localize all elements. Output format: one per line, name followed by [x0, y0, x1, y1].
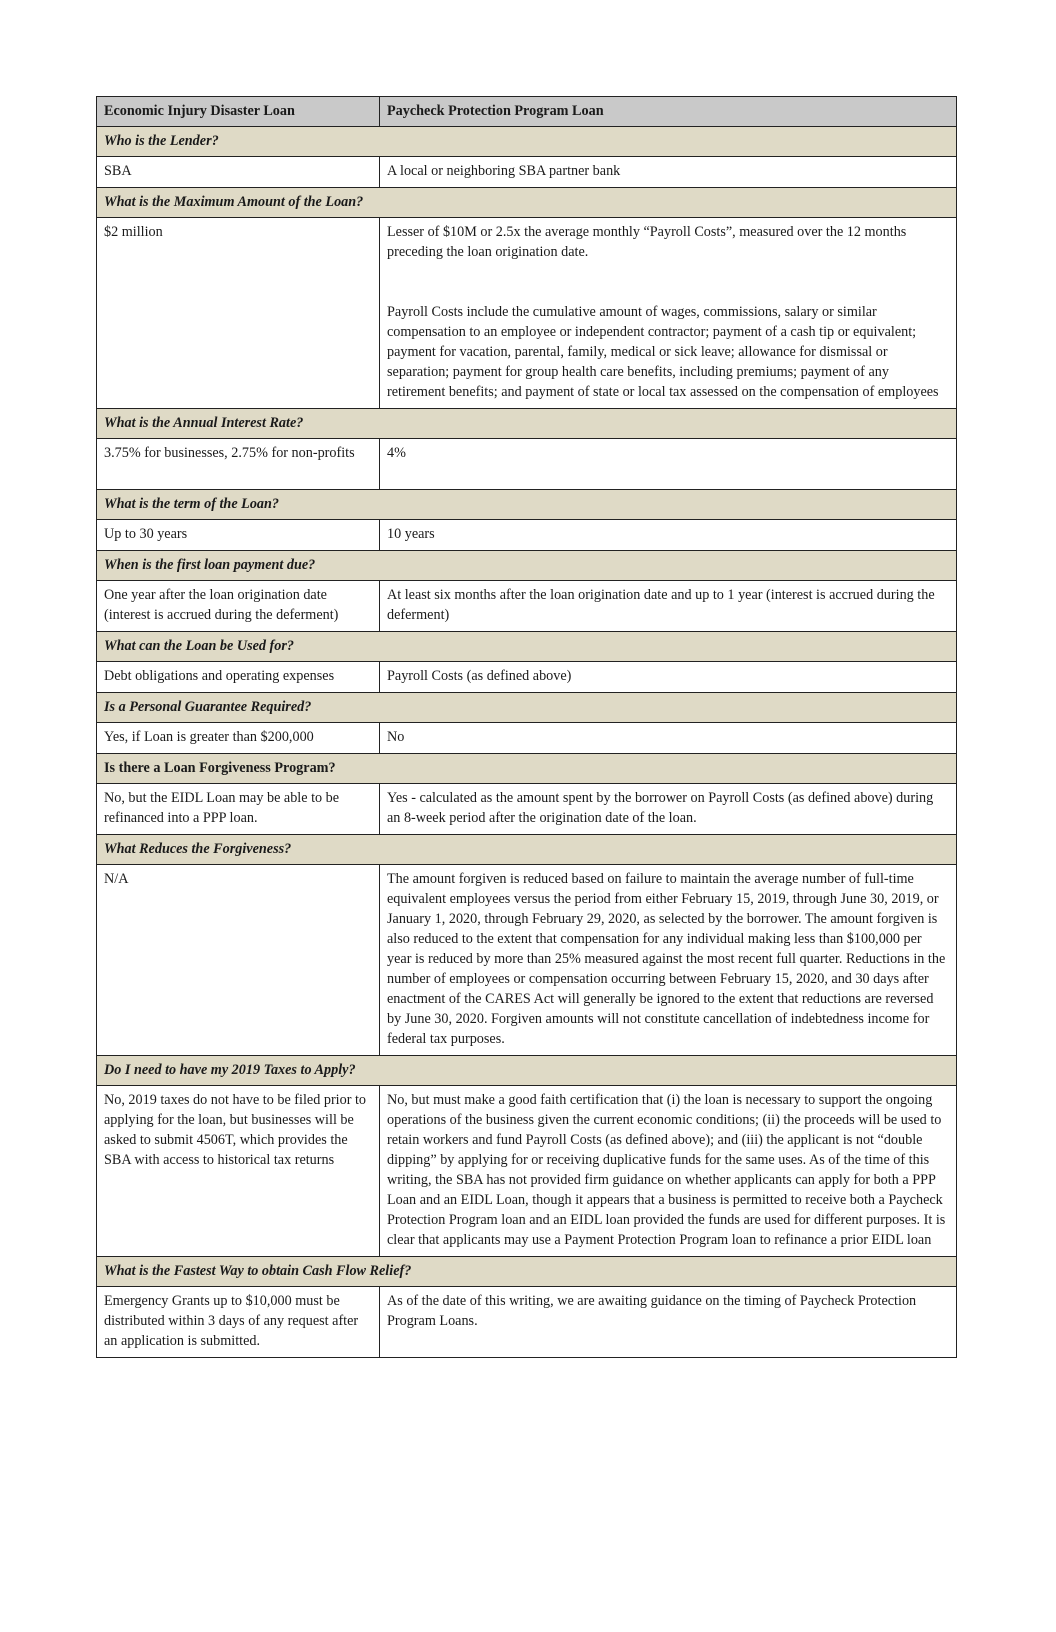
question-use-of-loan: What can the Loan be Used for?: [97, 632, 957, 662]
answer-text: No, but the EIDL Loan may be able to be refinanced into a PPP loan.: [104, 790, 340, 826]
loan-comparison-table: [96, 96, 957, 1358]
question-interest-rate: What is the Annual Interest Rate?: [97, 409, 957, 439]
ppp-answer: [380, 1086, 957, 1257]
question-row: [97, 490, 957, 520]
ppp-answer: [380, 723, 957, 754]
ppp-answer: [380, 662, 957, 693]
answer-text: The amount forgiven is reduced based on failure to maintain the average number of full-time equivalent employees versus the period from either February 15, 2019, through June 30, 2019, or January 1, 2020, through February 29, 2020, as selected by the borrower. The amount forgiven is also reduced to the extent that compensation for any individual making less than $100,000 per year is reduced by more than 25% measured against the most recent full quarter. Reductions in the number of employees or compensation occurring between February 15, 2020, and 30 days after enactment of the CARES Act will generally be ignored to the extent that reductions are reversed by June 30, 2020. Forgiven amounts will not constitute cancellation of indebtedness income for federal tax purposes.: [387, 871, 946, 1047]
question-row: [97, 1257, 957, 1287]
question-personal-guarantee: Is a Personal Guarantee Required?: [97, 693, 957, 723]
ppp-answer: [380, 439, 957, 490]
answer-row: [97, 520, 957, 551]
ppp-answer: [380, 1287, 957, 1358]
answer-text: Yes - calculated as the amount spent by the borrower on Payroll Costs (as defined above) during an 8-week period after the origination date of the loan.: [387, 790, 934, 826]
answer-text: 10 years: [387, 526, 435, 542]
answer-text: No, 2019 taxes do not have to be filed prior to applying for the loan, but businesses will be asked to submit 4506T, which provides the SBA with access to historical tax returns: [104, 1092, 367, 1168]
answer-text: No: [387, 729, 405, 745]
answer-text: SBA: [104, 163, 132, 179]
eidl-answer: [97, 520, 380, 551]
answer-text: 4%: [387, 445, 406, 461]
ppp-answer: [380, 865, 957, 1056]
answer-row: [97, 662, 957, 693]
answer-row: [97, 1086, 957, 1257]
eidl-answer: [97, 218, 380, 409]
answer-text: $2 million: [104, 224, 163, 240]
answer-text: Emergency Grants up to $10,000 must be distributed within 3 days of any request after an application is submitted.: [104, 1293, 359, 1349]
question-reduces-forgiveness: What Reduces the Forgiveness?: [97, 835, 957, 865]
question-row: [97, 632, 957, 662]
eidl-answer: [97, 581, 380, 632]
question-term: What is the term of the Loan?: [97, 490, 957, 520]
eidl-answer: [97, 439, 380, 490]
question-row: [97, 188, 957, 218]
answer-text: At least six months after the loan origination date and up to 1 year (interest is accrued during the deferment): [387, 587, 935, 623]
answer-text: A local or neighboring SBA partner bank: [387, 163, 621, 179]
ppp-answer: [380, 784, 957, 835]
answer-row: [97, 439, 957, 490]
question-max-amount: What is the Maximum Amount of the Loan?: [97, 188, 957, 218]
ppp-answer: [380, 218, 957, 409]
answer-text: Yes, if Loan is greater than $200,000: [104, 729, 314, 745]
answer-row: [97, 581, 957, 632]
answer-row: [97, 784, 957, 835]
answer-row: [97, 865, 957, 1056]
question-lender: Who is the Lender?: [97, 127, 957, 157]
eidl-answer: [97, 1287, 380, 1358]
question-row: [97, 551, 957, 581]
eidl-answer: [97, 157, 380, 188]
ppp-answer: [380, 520, 957, 551]
answer-text: No, but must make a good faith certification that (i) the loan is necessary to support the ongoing operations of the business given the current economic conditions; (ii) the proceeds will be used to retain workers and fund Payroll Costs (as defined above); and (iii) the applicant is not “double dipping” by applying for or receiving duplicative funds for the same uses. As of the time of this writing, the SBA has not provided firm guidance on whether applicants can apply for both a PPP Loan and an EIDL Loan, though it appears that a business is permitted to receive both a Paycheck Protection Program loan and an EIDL loan provided the funds are used for different purposes. It is clear that applicants may use a Payment Protection Program loan to refinance a prior EIDL loan: [387, 1092, 946, 1248]
answer-text: Up to 30 years: [104, 526, 188, 542]
answer-text: Payroll Costs (as defined above): [387, 668, 572, 684]
answer-text: N/A: [104, 871, 129, 887]
question-row: [97, 409, 957, 439]
answer-text: Lesser of $10M or 2.5x the average monthly “Payroll Costs”, measured over the 12 months preceding the loan origination date.: [387, 224, 907, 260]
eidl-answer: [97, 784, 380, 835]
question-fastest-relief: What is the Fastest Way to obtain Cash Flow Relief?: [97, 1257, 957, 1287]
answer-text: Debt obligations and operating expenses: [104, 668, 335, 684]
question-first-payment: When is the first loan payment due?: [97, 551, 957, 581]
answer-row: [97, 157, 957, 188]
question-row: [97, 693, 957, 723]
answer-text: As of the date of this writing, we are awaiting guidance on the timing of Paycheck Protection Program Loans.: [387, 1293, 917, 1329]
eidl-answer: [97, 723, 380, 754]
answer-row: [97, 1287, 957, 1358]
question-row: [97, 835, 957, 865]
question-row: [97, 754, 957, 784]
payroll-costs-definition: Payroll Costs include the cumulative amount of wages, commissions, salary or similar compensation to an employee or independent contractor; payment of a cash tip or equivalent; payment for vacation, parental, family, medical or sick leave; allowance for dismissal or separation; payment for group health care benefits, including premiums; payment of any retirement benefits; and payment of state or local tax assessed on the compensation of employees: [387, 304, 939, 400]
question-row: [97, 127, 957, 157]
question-forgiveness-program: Is there a Loan Forgiveness Program?: [97, 754, 957, 784]
answer-text: 3.75% for businesses, 2.75% for non-profits: [104, 445, 355, 461]
answer-row: [97, 218, 957, 409]
question-2019-taxes: Do I need to have my 2019 Taxes to Apply?: [97, 1056, 957, 1086]
header-ppp: Paycheck Protection Program Loan: [380, 97, 957, 127]
answer-row: [97, 723, 957, 754]
ppp-answer: [380, 581, 957, 632]
header-eidl: Economic Injury Disaster Loan: [97, 97, 380, 127]
eidl-answer: [97, 1086, 380, 1257]
question-row: [97, 1056, 957, 1086]
eidl-answer: [97, 662, 380, 693]
ppp-answer: [380, 157, 957, 188]
table-header-row: [97, 97, 957, 127]
document-page: [96, 96, 956, 1358]
eidl-answer: [97, 865, 380, 1056]
answer-text: One year after the loan origination date (interest is accrued during the deferment): [104, 587, 339, 623]
